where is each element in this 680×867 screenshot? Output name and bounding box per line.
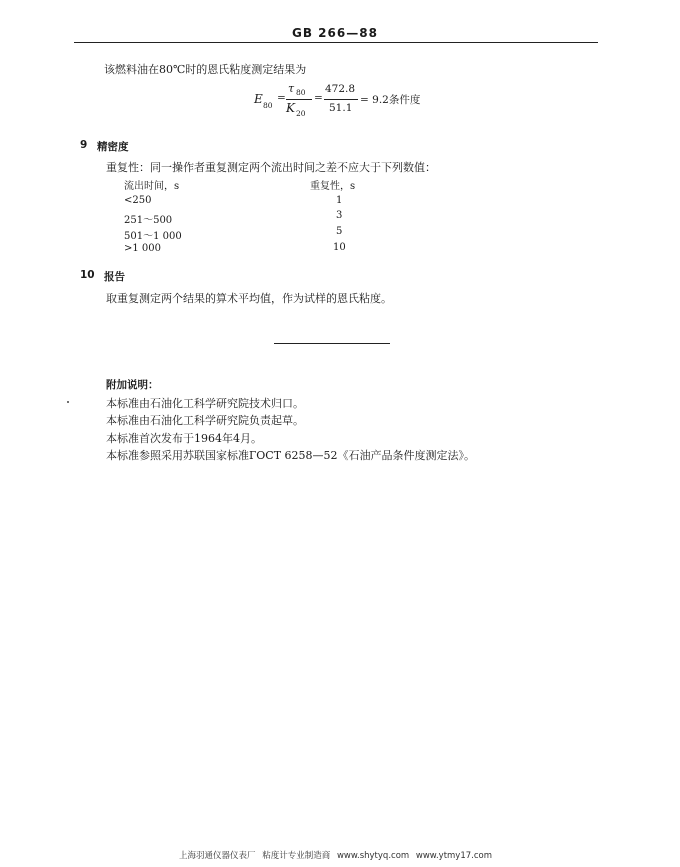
footer-slogan: 粘度计专业制造商 [262, 851, 331, 861]
table-row-4-time: >1 000 [124, 243, 162, 254]
formula-numerator: 472.8 [325, 83, 356, 95]
formula-lhs-sub: 80 [263, 101, 273, 110]
additional-notes [106, 377, 475, 465]
section-9-title: 精密度 [97, 141, 129, 153]
table-row-2-time: 251～500 [124, 215, 173, 226]
footer-company: 上海羽通仪器仪表厂 [179, 851, 256, 861]
note-line-4: 本标准参照采用苏联国家标准ГОСТ 6258—52《石油产品条件度测定法》。 [106, 449, 476, 462]
notes-title: 附加说明： [106, 379, 159, 391]
table-row-1-rep: 1 [336, 195, 343, 206]
scan-speck [67, 401, 69, 403]
section-10-text: 取重复测定两个结果的算术平均值，作为试样的恩氏粘度。 [106, 292, 392, 305]
formula-fraction-bar-2 [324, 99, 358, 100]
note-line-1: 本标准由石油化工科学研究院技术归口。 [106, 396, 304, 410]
table-row-1-time: <250 [124, 195, 152, 206]
table-row-2-rep: 3 [336, 210, 343, 221]
table-header-repeatability: 重复性，s [310, 181, 356, 192]
section-9-text: 重复性：同一操作者重复测定两个流出时间之差不应大于下列数值： [106, 161, 436, 174]
standard-number: GB 266—88 [292, 26, 378, 40]
formula-tau: τ [288, 82, 295, 95]
table-row-3-time: 501～1 000 [124, 231, 182, 242]
header-rule [74, 42, 598, 43]
formula-lhs: E [254, 92, 263, 106]
formula-tau-sub: 80 [296, 88, 306, 97]
formula-result: = 9.2条件度 [360, 94, 421, 106]
formula-eq2: = [314, 92, 323, 104]
table-header-time: 流出时间，s [124, 181, 180, 192]
footer-site-1: www.shytyq.com [336, 851, 410, 861]
footer-site-2: www.ytmy17.com [415, 851, 493, 861]
formula-eq1: = [277, 92, 286, 104]
table-row-3-rep: 5 [336, 226, 343, 237]
formula-k-sub: 20 [296, 109, 306, 118]
note-line-3: 本标准首次发布于1964年4月。 [106, 431, 262, 445]
intro-text: 该燃料油在80℃时的恩氏粘度测定结果为 [104, 63, 307, 76]
section-10-title: 报告 [104, 271, 125, 283]
table-row-4-rep: 10 [333, 242, 346, 253]
formula-k: K [286, 101, 295, 115]
section-9-number: 9 [80, 139, 88, 151]
note-line-2: 本标准由石油化工科学研究院负责起草。 [106, 414, 304, 427]
section-10-number: 10 [80, 269, 95, 281]
end-rule [274, 343, 390, 344]
formula [254, 84, 454, 118]
formula-denominator: 51.1 [329, 102, 353, 114]
formula-fraction-bar-1 [286, 99, 312, 100]
footer-line [179, 849, 492, 861]
